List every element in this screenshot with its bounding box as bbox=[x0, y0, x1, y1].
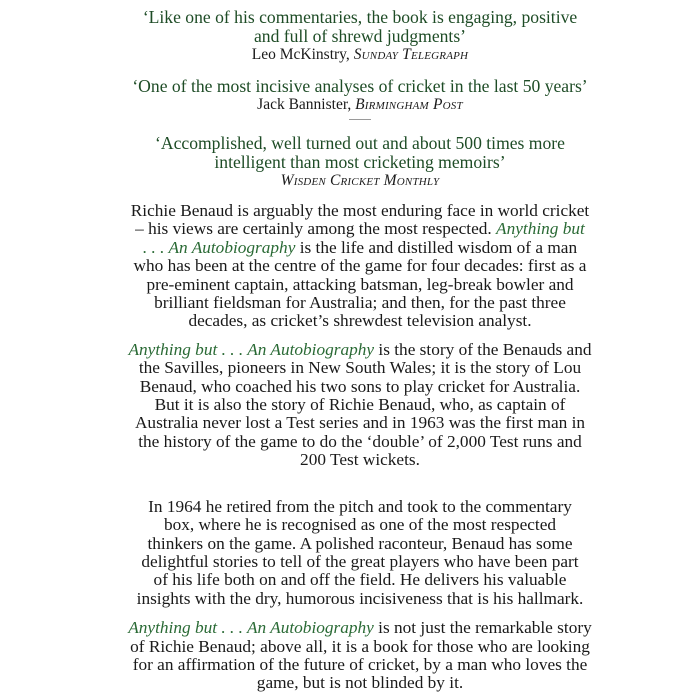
text-span: is the life and distilled wisdom of a man bbox=[299, 237, 578, 257]
review-quote-2 bbox=[100, 77, 620, 120]
text-line: brilliant fieldsman for Australia; and then, for the past three bbox=[154, 293, 566, 313]
quote-text-line: ‘Like one of his commentaries, the book is engaging, positive bbox=[142, 7, 578, 27]
text-line: the Savilles, pioneers in New South Wales; it is the story of Lou bbox=[138, 358, 582, 378]
text-line: In 1964 he retired from the pitch and took to the commentary bbox=[148, 496, 572, 516]
blurb-paragraph-3 bbox=[100, 498, 620, 608]
book-title: . . . An Autobiography bbox=[142, 237, 296, 257]
text-line bbox=[100, 220, 620, 238]
text-line: of his life both on and off the field. He delivers his valuable bbox=[153, 570, 567, 590]
text-line: Australia never lost a Test series and in 1963 was the first man in bbox=[134, 413, 586, 433]
text-line: Richie Benaud is arguably the most enduring face in world cricket bbox=[130, 201, 590, 220]
blurb-paragraph-4 bbox=[100, 619, 620, 693]
text-line: 200 Test wickets. bbox=[300, 450, 420, 470]
quote-text-line: ‘Accomplished, well turned out and about 500 times more bbox=[155, 133, 565, 153]
book-title: Anything but bbox=[496, 219, 585, 239]
quote-text-line: and full of shrewd judgments’ bbox=[253, 26, 467, 46]
review-quote-1 bbox=[100, 8, 620, 64]
text-span: is not just the remarkable story bbox=[378, 618, 592, 638]
text-span: – his views are certainly among the most respected. bbox=[135, 219, 492, 239]
book-title: Anything but . . . An Autobiography bbox=[128, 339, 375, 359]
text-line bbox=[100, 239, 620, 257]
blurb-paragraph-2 bbox=[100, 341, 620, 470]
text-line: the history of the game to do the ‘double’ of 2,000 Test runs and bbox=[138, 431, 582, 451]
quote-attribution bbox=[100, 46, 620, 64]
quote-author: Jack Bannister, bbox=[257, 96, 352, 113]
quote-text-line: intelligent than most cricketing memoirs’ bbox=[214, 152, 506, 172]
text-line: pre-eminent captain, attacking batsman, leg-break bowler and bbox=[146, 274, 574, 294]
quote-publication: Sunday Telegraph bbox=[353, 46, 469, 63]
text-line bbox=[100, 619, 620, 637]
divider bbox=[349, 119, 371, 120]
text-line: of Richie Benaud; above all, it is a book for those who are looking bbox=[130, 636, 590, 656]
text-line: insights with the dry, humorous incisiveness that is his hallmark. bbox=[136, 588, 584, 608]
text-line: Benaud, who coached his two sons to play cricket for Australia. bbox=[139, 376, 581, 396]
quote-author: Leo McKinstry, bbox=[251, 46, 350, 63]
text-line bbox=[100, 341, 620, 359]
quote-attribution bbox=[100, 172, 620, 190]
quote-attribution bbox=[100, 96, 620, 114]
text-line: But it is also the story of Richie Benaud, who, as captain of bbox=[154, 395, 566, 415]
text-line: box, where he is recognised as one of the most respected bbox=[163, 515, 557, 535]
blurb-paragraph-1 bbox=[100, 202, 620, 331]
text-line: for an affirmation of the future of cricket, by a man who loves the bbox=[132, 654, 588, 674]
text-line: game, but is not blinded by it. bbox=[256, 673, 464, 693]
quote-publication: Wisden Cricket Monthly bbox=[280, 172, 440, 189]
text-line: delightful stories to tell of the great players who have been part bbox=[141, 551, 579, 571]
book-title: Anything but . . . An Autobiography bbox=[128, 618, 374, 638]
text-line: decades, as cricket’s shrewdest television analyst. bbox=[188, 311, 532, 331]
text-line: thinkers on the game. A polished raconteur, Benaud has some bbox=[147, 533, 573, 553]
review-quote-3 bbox=[100, 134, 620, 190]
quote-publication: Birmingham Post bbox=[355, 96, 463, 113]
quote-text-line: ‘One of the most incisive analyses of cricket in the last 50 years’ bbox=[132, 76, 588, 96]
text-span: is the story of the Benauds and bbox=[378, 339, 592, 359]
text-line: who has been at the centre of the game for four decades: first as a bbox=[133, 256, 587, 276]
